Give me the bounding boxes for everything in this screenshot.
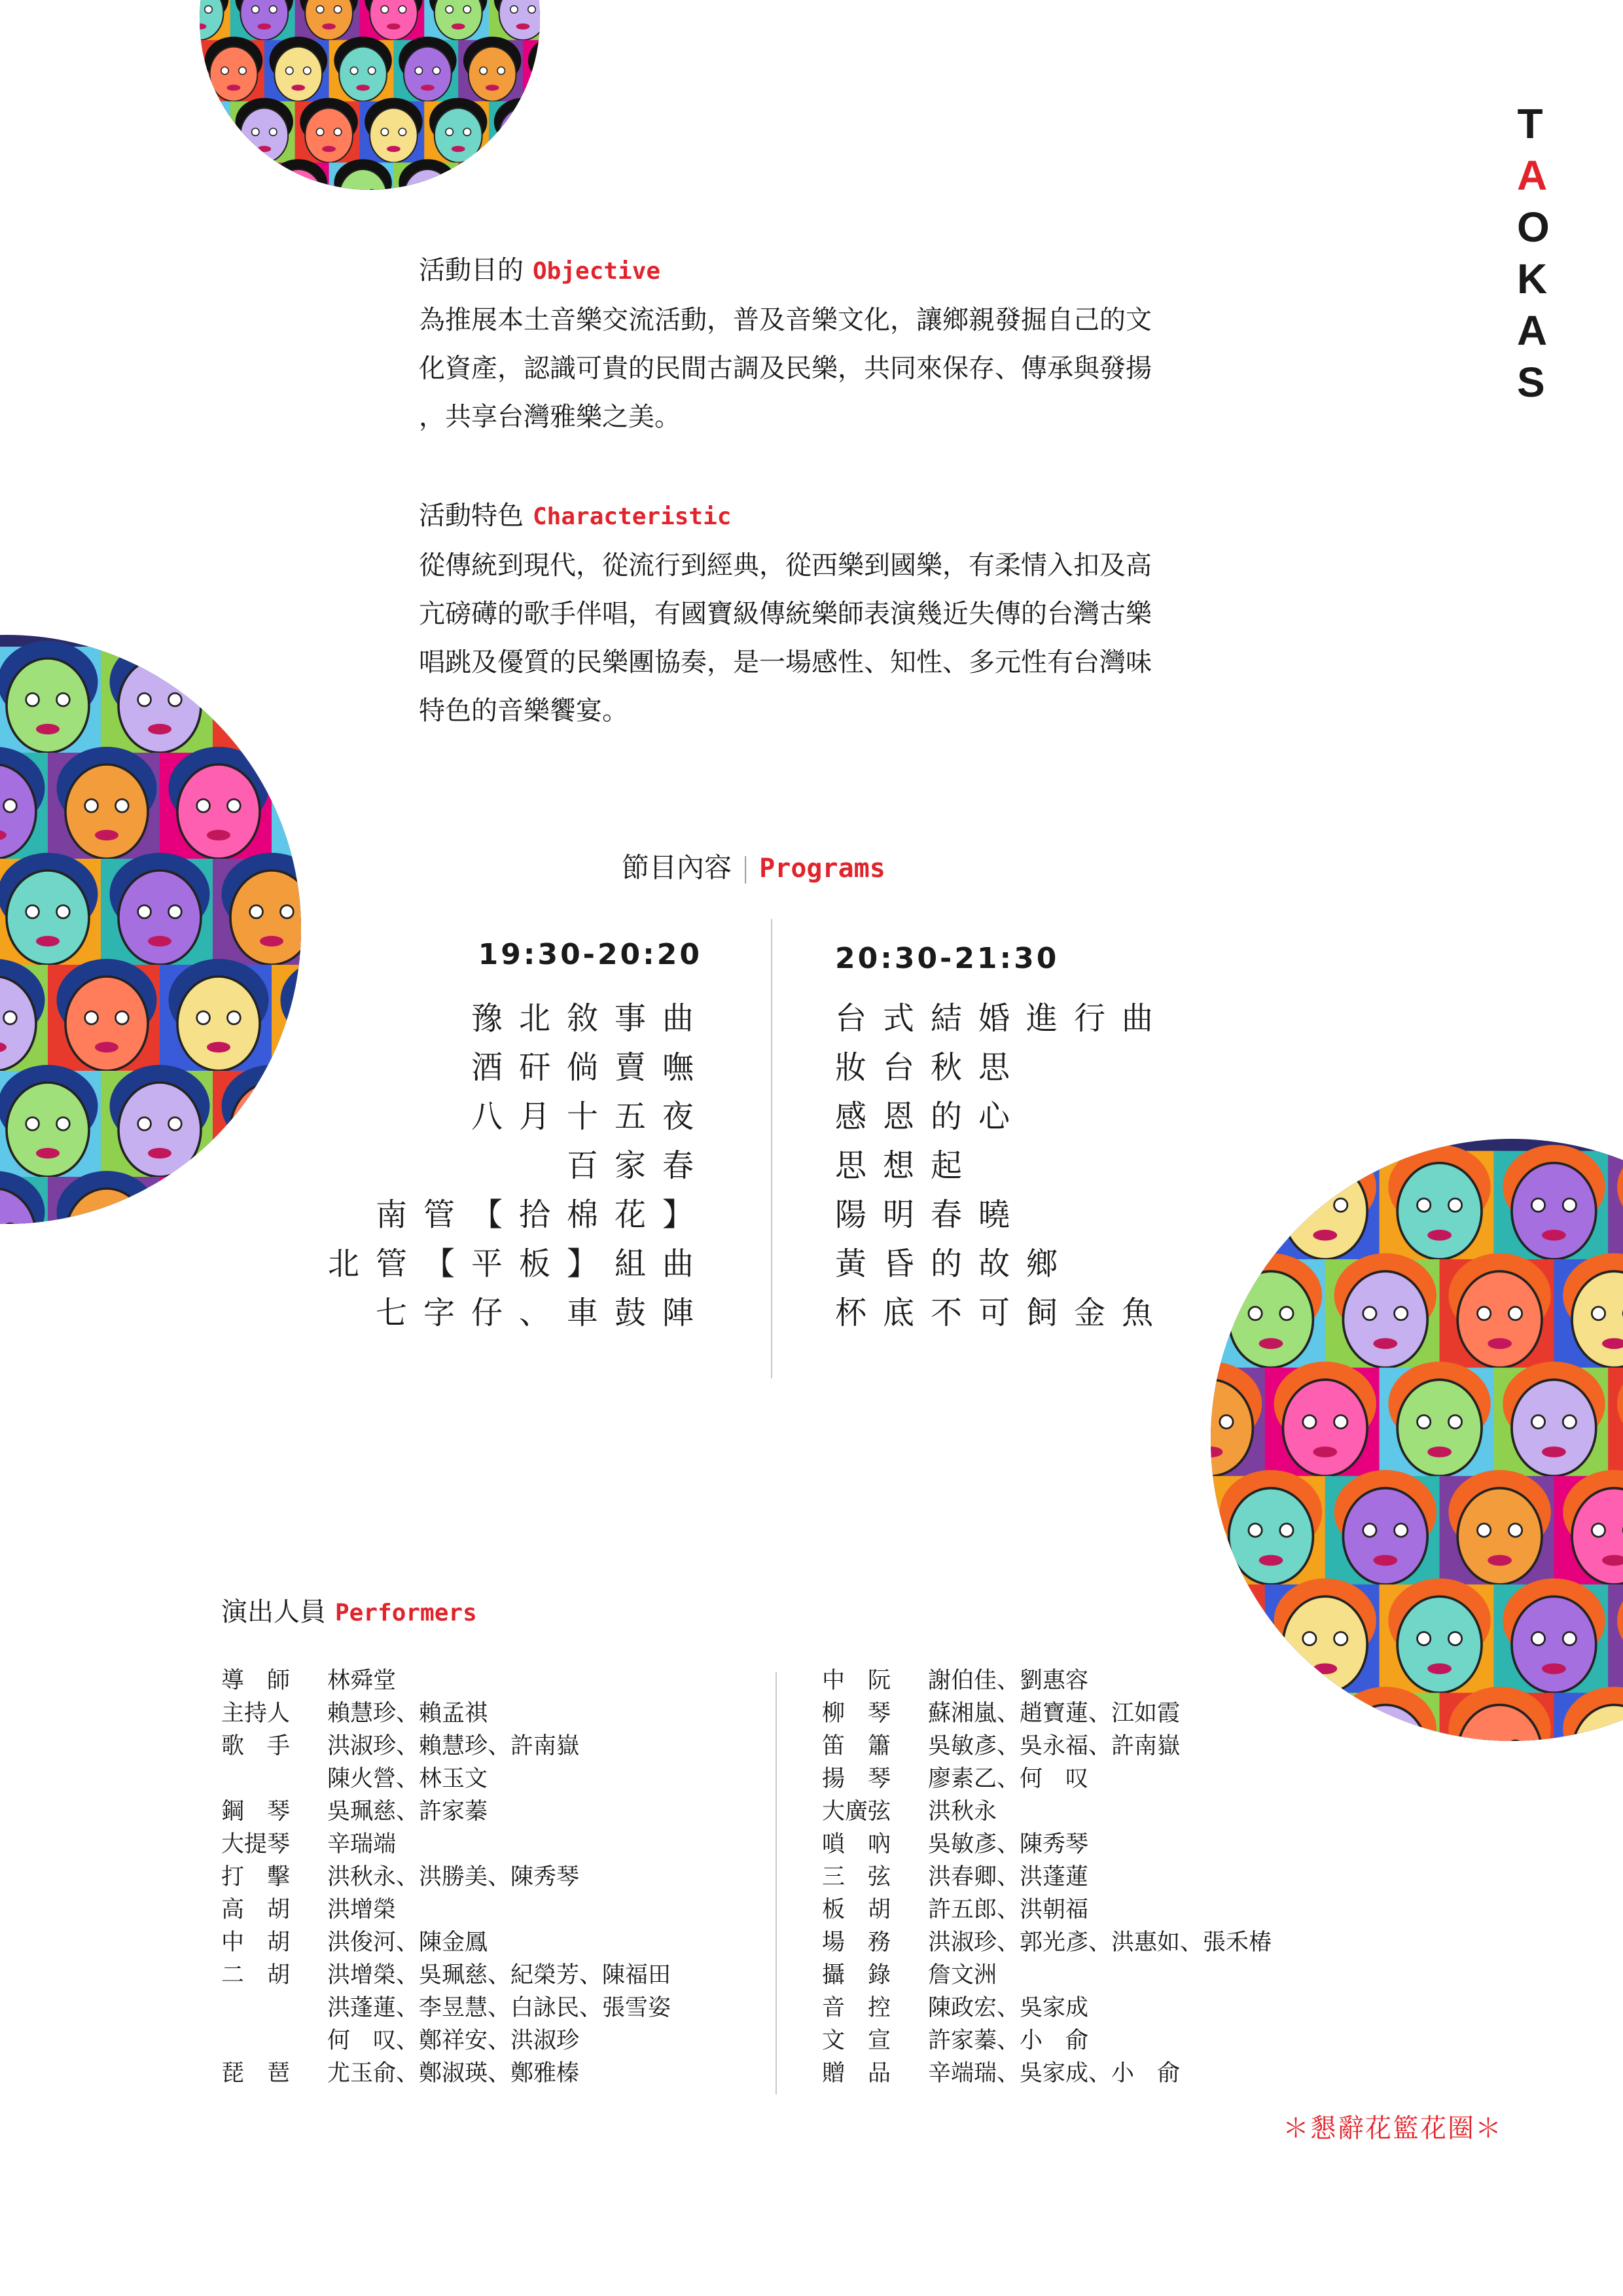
performer-names: 吳珮慈、許家蓁 [327,1799,488,1825]
performer-role: 鋼 琴 [221,1799,291,1825]
performer-role: 高 胡 [221,1897,291,1923]
performer-names: 陳火營、林玉文 [327,1766,488,1792]
programs-divider [771,919,772,1378]
performer-role: 大廣弦 [822,1799,891,1825]
performer-row [221,1763,671,1795]
characteristic-line: 特色的音樂饗宴。 [419,696,628,726]
performer-names: 洪淑珍、賴慧珍、許南嶽 [327,1733,580,1759]
performer-row [822,1861,1272,1893]
performer-names: 吳敏彥、吳永福、許南嶽 [928,1733,1181,1759]
characteristic-line: 從傳統到現代，從流行到經典，從西樂到國樂，有柔情入扣及高 [419,550,1152,581]
performer-role: 導 師 [221,1668,291,1694]
performer-role: 場 務 [822,1929,891,1956]
program-item: 陽明春曉 [835,1196,1027,1233]
characteristic-heading-en: Characteristic [533,503,732,530]
characteristic-line: 亢磅礡的歌手伴唱，有國寶級傳統樂師表演幾近失傳的台灣古樂 [419,599,1152,629]
performer-names: 許五郎、洪朝福 [928,1897,1089,1923]
performers-heading [221,1594,477,1632]
programs-heading-zh: 節目內容 [622,852,732,884]
brand-letter: K [1517,255,1548,302]
performer-role: 柳 琴 [822,1700,891,1727]
objective-text [419,296,1152,441]
brand-letter: S [1517,359,1545,406]
performer-row [822,1992,1272,2024]
performer-names: 洪增榮 [327,1897,397,1923]
performer-names: 洪秋永、洪勝美、陳秀琴 [327,1864,580,1890]
performers-divider [776,1672,777,2094]
performer-role: 三 弦 [822,1864,891,1890]
performer-role [221,1992,327,2024]
crowd-illustration-left [0,635,301,1224]
program-item: 七字仔、車鼓陣 [375,1295,710,1331]
performer-row [221,1828,671,1861]
performer-role: 大提琴 [221,1831,291,1857]
performer-names: 洪淑珍、郭光彥、洪惠如、張禾椿 [928,1929,1272,1956]
characteristic-heading [419,497,731,535]
performer-role [221,2024,327,2057]
no-flowers-note: ＊懇辭花籃花圈＊ [1283,2113,1503,2144]
performer-row [221,2024,671,2057]
program-time-second: 20:30-21:30 [835,942,1060,975]
performer-role: 笛 簫 [822,1733,891,1759]
program-list-second [835,994,1169,1338]
characteristic-heading-zh: 活動特色 [419,501,524,531]
performer-names: 何 叹、鄭祥安、洪淑珍 [327,2028,580,2054]
performer-names: 辛瑞端 [327,1831,397,1857]
performer-row [822,1926,1272,1959]
objective-line: 化資產，認識可貴的民間古調及民樂，共同來保存、傳承與發揚 [419,353,1152,384]
performer-role: 揚 琴 [822,1766,891,1792]
program-time-first: 19:30-20:20 [478,938,702,971]
program-item: 思想起 [835,1147,979,1184]
brand-letter: O [1517,204,1550,251]
performer-row [822,2057,1272,2090]
performers-heading-en: Performers [335,1600,477,1626]
program-item: 感恩的心 [835,1098,1027,1135]
program-item: 酒矸倘賣嘸 [471,1049,710,1086]
program-item: 八月十五夜 [471,1098,710,1135]
characteristic-line: 唱跳及優質的民樂團協奏，是一場感性、知性、多元性有台灣味 [419,647,1152,677]
performer-row [822,1795,1272,1828]
program-item: 北管【平板】組曲 [327,1246,710,1282]
performer-row [221,1926,671,1959]
performer-row [221,1861,671,1893]
performer-names: 蘇湘嵐、趙寶蓮、江如霞 [928,1700,1181,1727]
performer-row [822,1828,1272,1861]
performer-row [822,1763,1272,1795]
performer-role: 琵 琶 [221,2060,291,2087]
programs-heading-en: Programs [759,853,885,884]
performer-names: 洪春卿、洪蓬蓮 [928,1864,1089,1890]
performer-role: 二 胡 [221,1962,291,1988]
performer-row [221,1664,671,1697]
objective-line: ，共享台灣雅樂之美。 [419,402,681,432]
performer-role: 音 控 [822,1995,891,2021]
performer-row [221,1795,671,1828]
performer-names: 洪增榮、吳珮慈、紀榮芳、陳福田 [327,1962,671,1988]
performer-row [822,2024,1272,2057]
performer-row [221,1893,671,1926]
performer-role: 板 胡 [822,1897,891,1923]
performer-role: 打 擊 [221,1864,291,1890]
program-item: 妝台秋思 [835,1049,1027,1086]
performer-row [221,1697,671,1730]
objective-heading-zh: 活動目的 [419,255,524,285]
performer-row [221,1992,671,2024]
performer-role: 主持人 [221,1700,291,1727]
performer-role: 中 阮 [822,1668,891,1694]
performer-row [822,1959,1272,1992]
performer-names: 廖素乙、何 叹 [928,1766,1089,1792]
performer-role: 贈 品 [822,2060,891,2087]
performers-heading-zh: 演出人員 [221,1597,326,1627]
performer-row [221,1959,671,1992]
performer-row [221,1730,671,1763]
brand-vertical [1517,98,1550,408]
performer-row [822,1697,1272,1730]
performers-table-right [822,1664,1272,2090]
programs-heading [622,850,885,887]
program-item: 南管【拾棉花】 [375,1196,710,1233]
program-list-first [328,994,710,1338]
performer-role: 攝 錄 [822,1962,891,1988]
performer-names: 許家蓁、小 俞 [928,2028,1089,2054]
performer-names: 尤玉俞、鄭淑瑛、鄭雅榛 [327,2060,580,2087]
performer-names: 謝伯佳、劉惠容 [928,1668,1089,1694]
program-item: 台式結婚進行曲 [835,1000,1170,1037]
performer-row [822,1893,1272,1926]
performer-names: 陳政宏、吳家成 [928,1995,1089,2021]
performer-names: 吳敏彥、陳秀琴 [928,1831,1089,1857]
performer-names: 林舜堂 [327,1668,397,1694]
program-item: 豫北敘事曲 [471,1000,710,1037]
performer-role: 嗩 吶 [822,1831,891,1857]
performer-role [221,1763,327,1795]
brand-letter: A [1517,307,1548,354]
performer-role: 文 宣 [822,2028,891,2054]
performer-names: 辛端瑞、吳家成、小 俞 [928,2060,1181,2087]
performer-names: 洪蓬蓮、李昱慧、白詠民、張雪姿 [327,1995,671,2021]
crowd-illustration-right [1211,1139,1623,1741]
programs-heading-separator: | [741,852,751,884]
performer-names: 詹文洲 [928,1962,997,1988]
brand-letter: A [1517,152,1548,199]
performer-names: 賴慧珍、賴孟祺 [327,1700,488,1727]
program-item: 黃昏的故鄉 [835,1246,1075,1282]
performer-names: 洪秋永 [928,1799,997,1825]
performer-row [221,2057,671,2090]
performer-row [822,1730,1272,1763]
characteristic-text [419,541,1152,735]
performer-row [822,1664,1272,1697]
brand-letter: T [1517,100,1543,147]
program-item: 百家春 [566,1147,710,1184]
performer-role: 中 胡 [221,1929,291,1956]
performer-role: 歌 手 [221,1733,291,1759]
performer-names: 洪俊河、陳金鳳 [327,1929,488,1956]
objective-line: 為推展本土音樂交流活動，普及音樂文化，讓鄉親發掘自己的文 [419,305,1152,335]
crowd-illustration-top [200,0,540,190]
objective-heading-en: Objective [533,258,661,285]
performers-table-left [221,1664,671,2090]
program-item: 杯底不可飼金魚 [835,1295,1170,1331]
objective-heading [419,252,660,290]
